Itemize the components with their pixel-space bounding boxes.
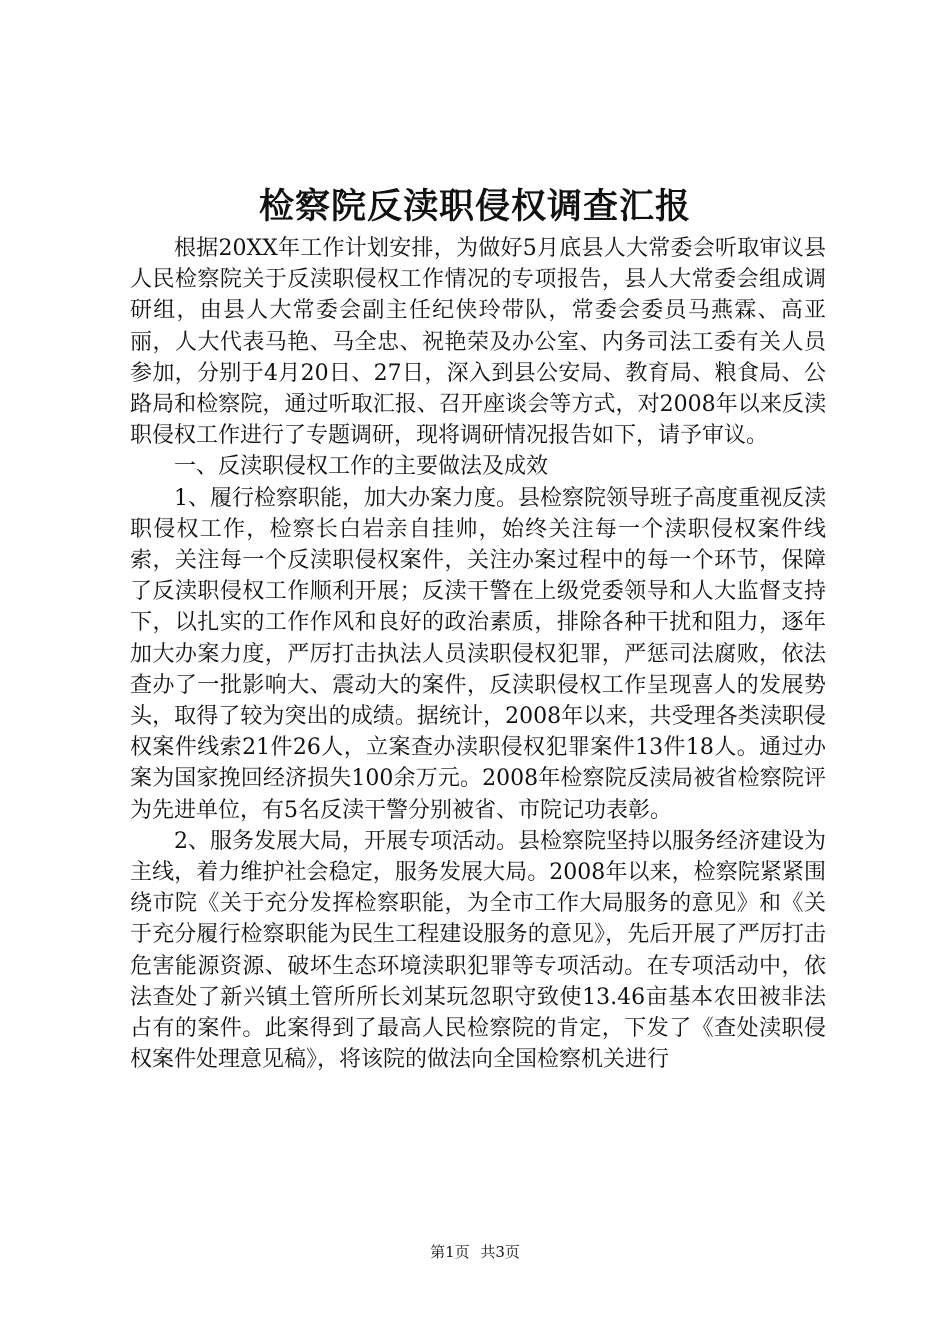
section-heading: 一、反渎职侵权工作的主要做法及成效 <box>174 454 549 480</box>
body-paragraph: 1、履行检察职能，加大办案力度。县检察院领导班子高度重视反渎职侵权工作，检察长白岩亲自挂帅，始终关注每一个渎职侵权案件线索，关注每一个反渎职侵权案件，关注办案过程中的每一个环节，保障了反渎职侵权工作顺利开展；反渎干警在上级党委领导和人大监督支持下，以扎实的工作作风和良好的政治素质，排除各种干扰和阻力，逐年加大办案力度，严厉打击执法人员渎职侵权犯罪，严惩司法腐败，依法查办了一批影响大、震动大的案件，反渎职侵权工作呈现喜人的发展势头，取得了较为突出的成绩。据统计，2008年以来，共受理各类渎职侵权案件线索21件26人，立案查办渎职侵权犯罪案件13件18人。通过办案为国家挽回经济损失100余万元。2008年检察院反渎局被省检察院评为先进单位，有5名反渎干警分别被省、市院记功表彰。 <box>130 485 826 823</box>
page-number: 第1页 <box>430 1243 470 1261</box>
document-body <box>130 233 826 1075</box>
page-footer <box>0 1242 950 1262</box>
page-total: 共3页 <box>480 1243 520 1261</box>
body-paragraph: 2、服务发展大局，开展专项活动。县检察院坚持以服务经济建设为主线，着力维护社会稳定，服务发展大局。2008年以来，检察院紧紧围绕市院《关于充分发挥检察职能，为全市工作大局服务的意见》和《关于充分履行检察职能为民生工程建设服务的意见》，先后开展了严厉打击危害能源资源、破坏生态环境渎职犯罪等专项活动。在专项活动中，依法查处了新兴镇土管所所长刘某玩忽职守致使13.46亩基本农田被非法占有的案件。此案得到了最高人民检察院的肯定，下发了《查处渎职侵权案件处理意见稿》，将该院的做法向全国检察机关进行 <box>130 828 826 1073</box>
document-title: 检察院反渎职侵权调查汇报 <box>258 186 691 227</box>
intro-paragraph: 根据20XX年工作计划安排，为做好5月底县人大常委会听取审议县人民检察院关于反渎职侵权工作情况的专项报告，县人大常委会组成调研组，由县人大常委会副主任纪侠玲带队，常委会委员马燕霖、高亚丽，人大代表马艳、马全忠、祝艳荣及办公室、内务司法工委有关人员参加，分别于4月20日、27日，深入到县公安局、教育局、粮食局、公路局和检察院，通过听取汇报、召开座谈会等方式，对2008年以来反渎职侵权工作进行了专题调研，现将调研情况报告如下，请予审议。 <box>130 236 826 449</box>
